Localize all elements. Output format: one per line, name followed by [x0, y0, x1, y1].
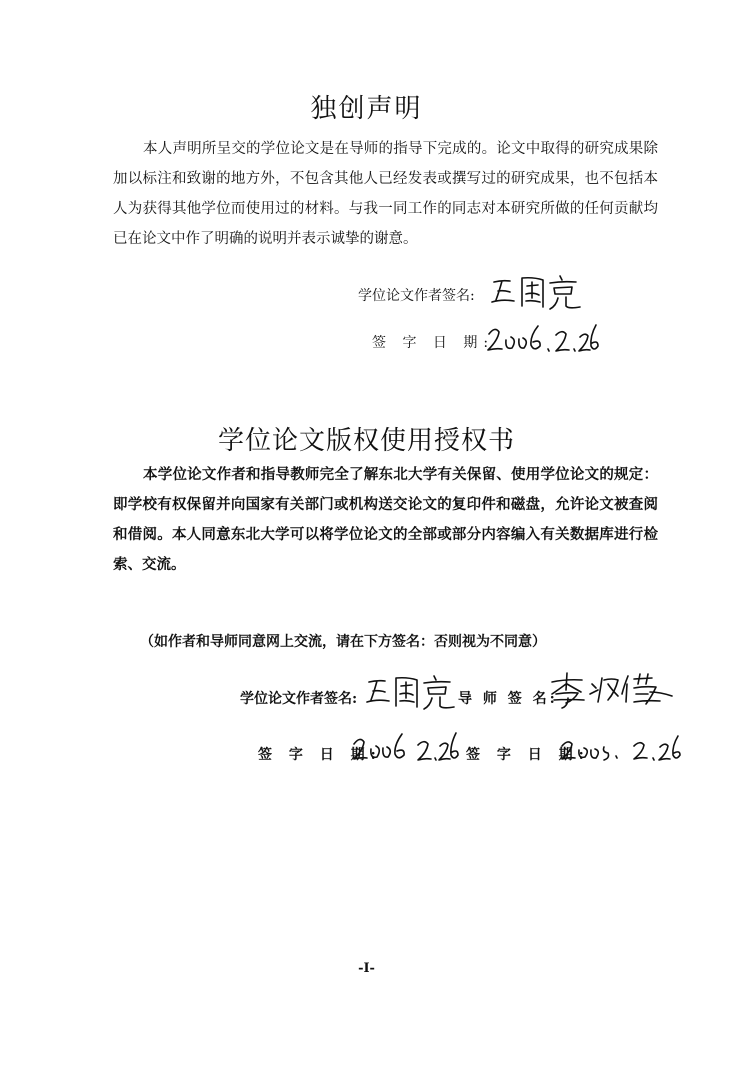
- authorization-title: 学位论文版权使用授权书: [217, 426, 515, 456]
- online-exchange-note: （如作者和导师同意网上交流，请在下方签名：否则视为不同意）: [140, 634, 546, 650]
- authorization-author-signature-image: [364, 672, 460, 712]
- advisor-date-label: 签 字 日 期:: [466, 747, 590, 763]
- authorization-author-sign-label: 学位论文作者签名:: [240, 691, 358, 707]
- author-signature-image: [488, 272, 593, 312]
- advisor-sign-label: 导 师 签 名:: [458, 691, 558, 707]
- advisor-signature-image: [548, 670, 676, 710]
- advisor-date-handwritten: [560, 734, 682, 764]
- page-number: -I-: [358, 961, 375, 976]
- authorization-body: 本学位论文作者和指导教师完全了解东北大学有关保留、使用学位论文的规定：即学校有权保留并向国家有关部门或机构送交论文的复印件和磁盘，允许论文被查阅和借阅。本人同意东北大学可以将学位论文的全部或部分内容编入有关数据库进行检索、交流。: [113, 466, 658, 573]
- author-sign-label: 学位论文作者签名:: [358, 288, 475, 304]
- author-date-label: 签 字 日 期:: [372, 335, 495, 351]
- declaration-title: 独创声明: [310, 94, 423, 124]
- author-date-handwritten: [486, 322, 598, 358]
- authorization-author-date-label: 签 字 日 期:: [258, 747, 382, 763]
- declaration-body: 本人声明所呈交的学位论文是在导师的指导下完成的。论文中取得的研究成果除加以标注和致谢的地方外，不包含其他人已经发表或撰写过的研究成果，也不包括本人为获得其他学位而使用过的材料。与我一同工作的同志对本研究所做的任何贡献均已在论文中作了明确的说明并表示诚挚的谢意。: [113, 141, 658, 247]
- authorization-author-date-handwritten: [352, 730, 458, 766]
